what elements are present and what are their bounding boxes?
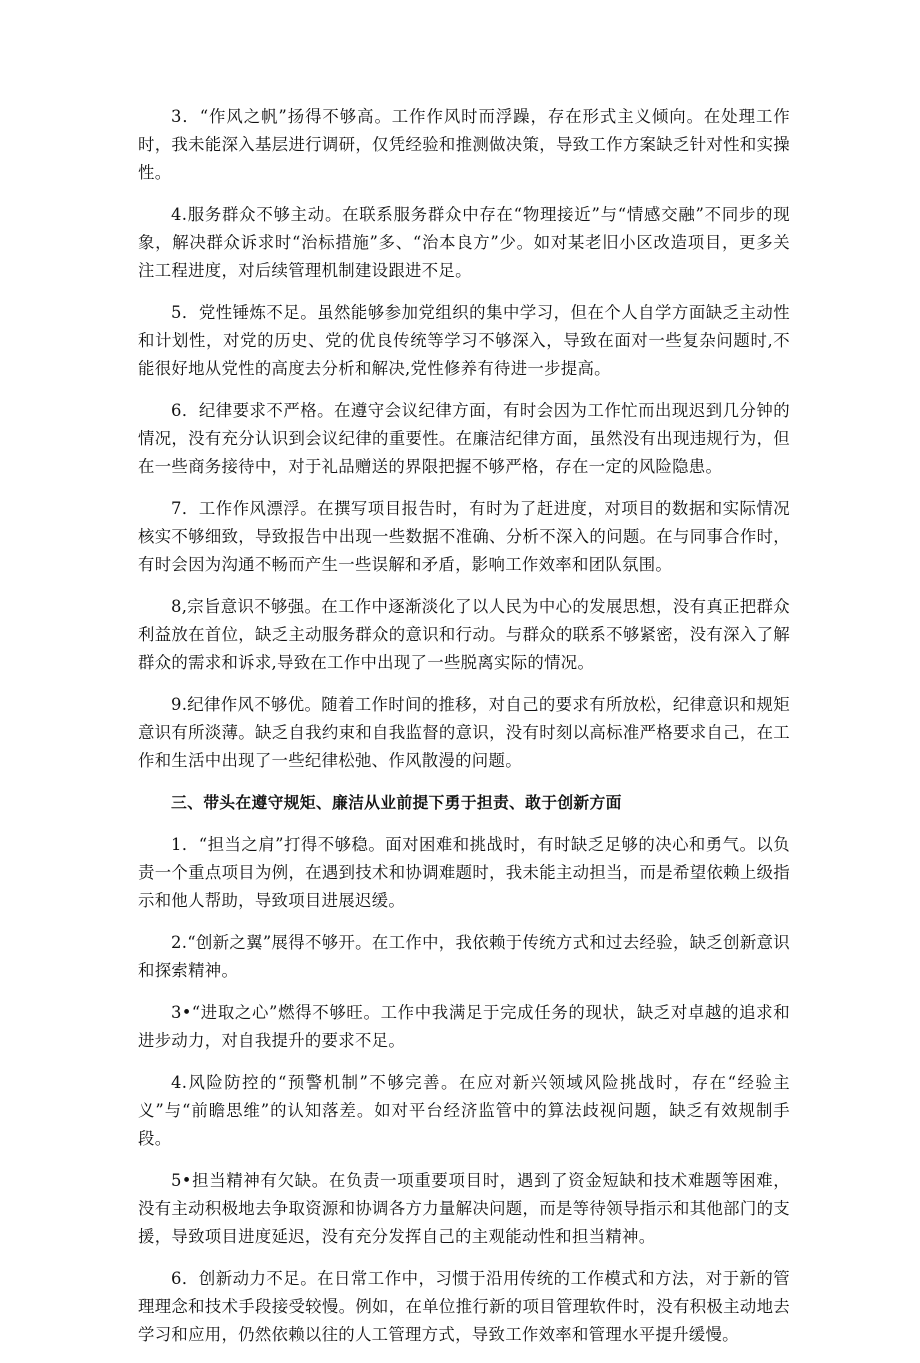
paragraph-item-6: 6．创新动力不足。在日常工作中，习惯于沿用传统的工作模式和方法，对于新的管理理念和技术手段接受较慢。例如，在单位推行新的项目管理软件时，没有积极主动地去学习和应用，仍然依赖以往的人工管理方式，导致工作效率和管理水平提升缓慢。 [138, 1269, 790, 1344]
paragraph-item-8: 8,宗旨意识不够强。在工作中逐渐淡化了以人民为中心的发展思想，没有真正把群众利益放在首位，缺乏主动服务群众的意识和行动。与群众的联系不够紧密，没有深入了解群众的需求和诉求,导致在工作中出现了一些脱离实际的情况。 [138, 597, 790, 672]
paragraph-item-2: 2.“创新之翼”展得不够开。在工作中，我依赖于传统方式和过去经验，缺乏创新意识和探索精神。 [138, 933, 790, 980]
paragraph-item-4: 4.服务群众不够主动。在联系服务群众中存在“物理接近”与“情感交融”不同步的现象，解决群众诉求时“治标措施”多、“治本良方”少。如对某老旧小区改造项目，更多关注工程进度，对后续管理机制建设跟进不足。 [138, 205, 790, 280]
paragraph-item-7: 7．工作作风漂浮。在撰写项目报告时，有时为了赶进度，对项目的数据和实际情况核实不够细致，导致报告中出现一些数据不准确、分析不深入的问题。在与同事合作时，有时会因为沟通不畅而产生一些误解和矛盾，影响工作效率和团队氛围。 [138, 499, 790, 574]
document-page [138, 103, 790, 1363]
paragraph-item-3: 3•“进取之心”燃得不够旺。工作中我满足于完成任务的现状，缺乏对卓越的追求和进步动力，对自我提升的要求不足。 [138, 1003, 790, 1050]
paragraph-item-4: 4.风险防控的“预警机制”不够完善。在应对新兴领域风险挑战时，存在“经验主义”与“前瞻思维”的认知落差。如对平台经济监管中的算法歧视问题，缺乏有效规制手段。 [138, 1073, 790, 1148]
paragraph-item-5: 5．党性锤炼不足。虽然能够参加党组织的集中学习，但在个人自学方面缺乏主动性和计划性，对党的历史、党的优良传统等学习不够深入，导致在面对一些复杂问题时,不能很好地从党性的高度去分析和解决,党性修养有待进一步提高。 [138, 303, 790, 378]
paragraph-item-9: 9.纪律作风不够优。随着工作时间的推移，对自己的要求有所放松，纪律意识和规矩意识有所淡薄。缺乏自我约束和自我监督的意识，没有时刻以高标准严格要求自己，在工作和生活中出现了一些纪律松弛、作风散漫的问题。 [138, 695, 790, 770]
paragraph-item-5: 5•担当精神有欠缺。在负责一项重要项目时，遇到了资金短缺和技术难题等困难，没有主动积极地去争取资源和协调各方力量解决问题，而是等待领导指示和其他部门的支援，导致项目进度延迟，没有充分发挥自己的主观能动性和担当精神。 [138, 1171, 790, 1246]
section-heading: 三、带头在遵守规矩、廉洁从业前提下勇于担责、敢于创新方面 [171, 793, 622, 812]
paragraph-item-6: 6．纪律要求不严格。在遵守会议纪律方面，有时会因为工作忙而出现迟到几分钟的情况，没有充分认识到会议纪律的重要性。在廉洁纪律方面，虽然没有出现违规行为，但在一些商务接待中，对于礼品赠送的界限把握不够严格，存在一定的风险隐患。 [138, 401, 790, 476]
paragraph-item-1: 1．“担当之肩”打得不够稳。面对困难和挑战时，有时缺乏足够的决心和勇气。以负责一个重点项目为例，在遇到技术和协调难题时，我未能主动担当，而是希望依赖上级指示和他人帮助，导致项目进展迟缓。 [138, 835, 790, 910]
paragraph-item-3: 3．“作风之帆”扬得不够高。工作作风时而浮躁，存在形式主义倾向。在处理工作时，我未能深入基层进行调研，仅凭经验和推测做决策，导致工作方案缺乏针对性和实操性。 [138, 107, 790, 182]
